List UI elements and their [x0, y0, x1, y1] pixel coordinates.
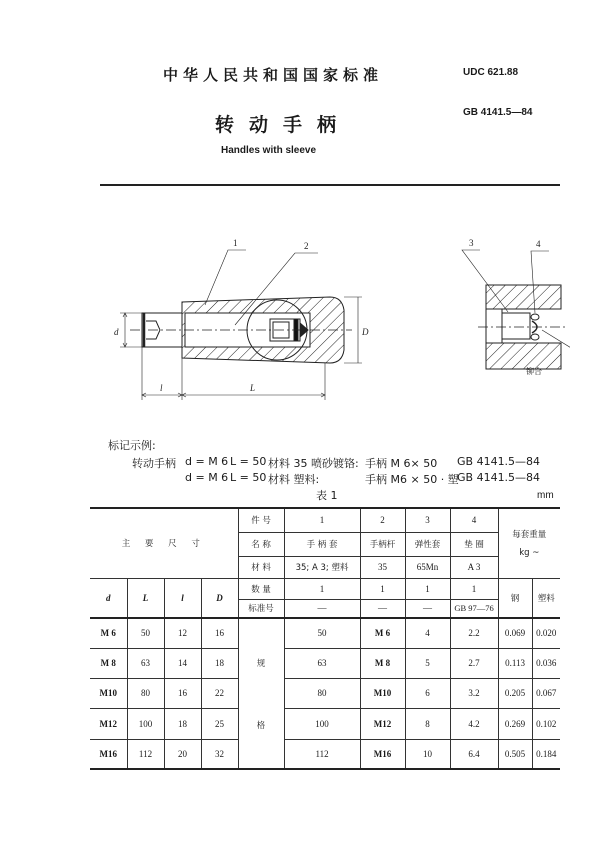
cell-p2: M12	[360, 708, 405, 739]
cell-p3: 10	[405, 739, 450, 769]
cell-p2: M10	[360, 678, 405, 708]
callout-3: 3	[469, 238, 474, 248]
weight-unit: kg ~	[519, 548, 540, 559]
cell-p4: 4.2	[450, 708, 498, 739]
cell-D: 22	[201, 678, 238, 708]
cell-L: 63	[127, 648, 164, 678]
cell-D: 16	[201, 618, 238, 648]
part2-qty: 1	[360, 578, 405, 599]
table-caption: 表 1	[316, 489, 338, 502]
callout-2: 2	[304, 241, 309, 251]
cell-plastic: 0.036	[532, 648, 560, 678]
cell-D: 18	[201, 648, 238, 678]
part1-name: 手 柄 套	[284, 532, 360, 556]
cell-l: 12	[164, 618, 201, 648]
callout-1: 1	[233, 238, 238, 248]
cell-p1: 80	[284, 678, 360, 708]
marking-line1-L: L = 50	[230, 455, 267, 468]
cell-L: 112	[127, 739, 164, 769]
standard-number: GB 4141.5—84	[463, 107, 533, 118]
part3-no: 3	[405, 508, 450, 532]
marking-line1-std: GB 4141.5—84	[457, 455, 541, 468]
cell-p1: 112	[284, 739, 360, 769]
cell-l: 16	[164, 678, 201, 708]
cell-plastic: 0.102	[532, 708, 560, 739]
col-header-L: L	[127, 578, 164, 618]
header-divider	[100, 184, 560, 186]
part4-qty: 1	[450, 578, 498, 599]
part2-std: —	[360, 599, 405, 618]
part4-material: A 3	[450, 556, 498, 578]
part3-qty: 1	[405, 578, 450, 599]
part4-std: GB 97—76	[450, 599, 498, 618]
cell-steel: 0.113	[498, 648, 532, 678]
cell-steel: 0.269	[498, 708, 532, 739]
cell-plastic: 0.067	[532, 678, 560, 708]
col-header-D: D	[201, 578, 238, 618]
cell-d: M16	[90, 739, 127, 769]
cell-p3: 8	[405, 708, 450, 739]
cell-d: M10	[90, 678, 127, 708]
document-title-en: Handles with sleeve	[221, 145, 317, 156]
cell-p1: 50	[284, 618, 360, 648]
col-header-d: d	[90, 578, 127, 618]
part3-std: —	[405, 599, 450, 618]
spec-label-2: 格	[256, 720, 266, 731]
cell-p4: 3.2	[450, 678, 498, 708]
table-row	[90, 739, 560, 769]
main-dims-header: 主 要 尺 寸	[90, 508, 238, 578]
part3-material: 65Mn	[405, 556, 450, 578]
cell-p4: 6.4	[450, 739, 498, 769]
cell-p3: 5	[405, 648, 450, 678]
table-unit: mm	[537, 490, 554, 501]
marking-line1-name: 转动手柄	[132, 457, 176, 470]
cell-p4: 2.7	[450, 648, 498, 678]
part1-qty: 1	[284, 578, 360, 599]
label-part-no: 件 号	[238, 508, 284, 532]
cell-p2: M16	[360, 739, 405, 769]
col-header-plastic: 塑料	[532, 578, 560, 618]
marking-line2-std: GB 4141.5—84	[457, 471, 541, 484]
part2-name: 手柄杆	[360, 532, 405, 556]
marking-line2-L: L = 50	[230, 471, 267, 484]
cell-p2: M 6	[360, 618, 405, 648]
national-standard-heading: 中华人民共和国国家标准	[163, 66, 384, 84]
part2-no: 2	[360, 508, 405, 532]
cell-p1: 63	[284, 648, 360, 678]
cell-L: 80	[127, 678, 164, 708]
weight-title: 每套重量	[512, 530, 547, 541]
marking-line2-material: 材料 塑料:	[268, 473, 320, 486]
cell-l: 20	[164, 739, 201, 769]
col-header-l: l	[164, 578, 201, 618]
dim-l: l	[160, 383, 163, 393]
part1-std: —	[284, 599, 360, 618]
cell-steel: 0.205	[498, 678, 532, 708]
part1-material: 35; A 3; 塑料	[284, 556, 360, 578]
dim-D-label: D	[362, 327, 369, 337]
label-std: 标准号	[238, 599, 284, 618]
spec-label-1: 规	[256, 658, 266, 669]
part2-material: 35	[360, 556, 405, 578]
cell-steel: 0.505	[498, 739, 532, 769]
cell-p3: 4	[405, 618, 450, 648]
callout-4: 4	[536, 239, 541, 249]
cell-L: 50	[127, 618, 164, 648]
cell-d: M12	[90, 708, 127, 739]
marking-line1-d: d = M 6	[185, 455, 229, 468]
part1-no: 1	[284, 508, 360, 532]
cell-steel: 0.069	[498, 618, 532, 648]
cell-plastic: 0.184	[532, 739, 560, 769]
cell-p1: 100	[284, 708, 360, 739]
spec-table	[90, 507, 560, 770]
cell-p2: M 8	[360, 648, 405, 678]
label-name: 名 称	[238, 532, 284, 556]
technical-drawing	[90, 225, 570, 405]
dim-d: d	[114, 327, 119, 337]
cell-L: 100	[127, 708, 164, 739]
cell-p4: 2.2	[450, 618, 498, 648]
cell-l: 18	[164, 708, 201, 739]
cell-p3: 6	[405, 678, 450, 708]
cell-d: M 8	[90, 648, 127, 678]
col-header-steel: 钢	[498, 578, 532, 618]
part4-name: 垫 圈	[450, 532, 498, 556]
document-title-cn: 转动手柄	[215, 114, 352, 136]
part3-name: 弹性套	[405, 532, 450, 556]
cell-D: 32	[201, 739, 238, 769]
rivet-label: 铆合	[526, 367, 542, 376]
part4-no: 4	[450, 508, 498, 532]
marking-line1-designation: 手柄 M 6× 50	[365, 457, 438, 470]
spec-label	[238, 618, 284, 769]
marking-line2-d: d = M 6	[185, 471, 229, 484]
cell-plastic: 0.020	[532, 618, 560, 648]
marking-line1-material: 材料 35 喷砂镀铬:	[268, 457, 359, 470]
label-material: 材 料	[238, 556, 284, 578]
cell-d: M 6	[90, 618, 127, 648]
marking-line2-designation: 手柄 M6 × 50 · 塑	[365, 473, 459, 486]
cell-l: 14	[164, 648, 201, 678]
marking-heading: 标记示例:	[108, 439, 156, 452]
table-row	[90, 648, 560, 678]
table-row	[90, 618, 560, 648]
cell-D: 25	[201, 708, 238, 739]
table-row	[90, 708, 560, 739]
table-row	[90, 678, 560, 708]
label-qty: 数 量	[238, 578, 284, 599]
udc-code: UDC 621.88	[463, 67, 519, 78]
dim-L: L	[250, 383, 256, 393]
weight-header	[498, 508, 560, 578]
